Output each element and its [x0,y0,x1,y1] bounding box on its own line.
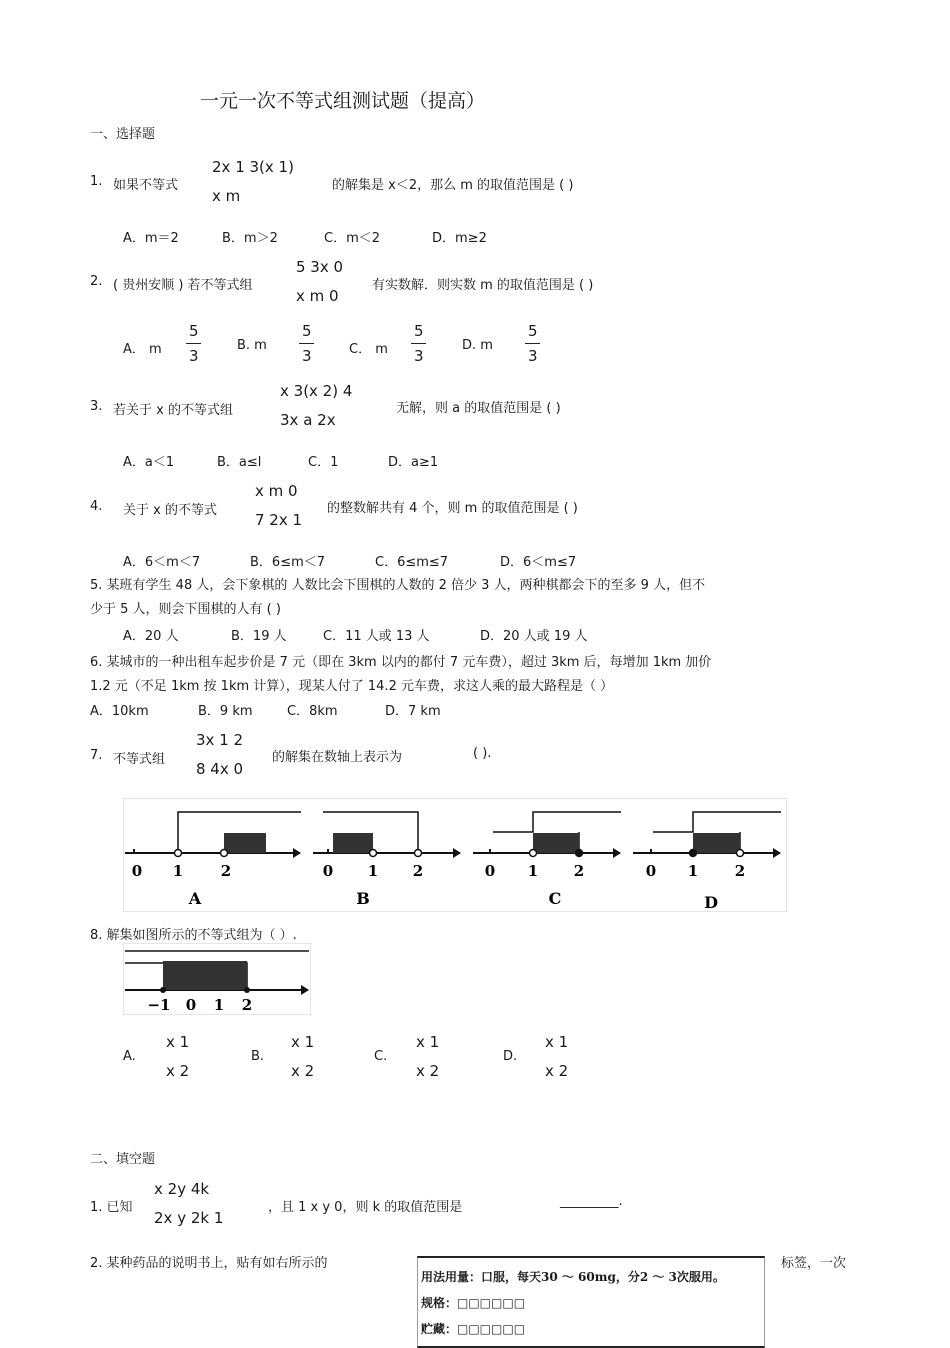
tick-label: 0 [185,996,197,1014]
option-b: B．19 人 [231,629,287,644]
question-text: 不等式组 [113,752,166,767]
tick-label: 1 [687,862,699,880]
fraction-numerator: 5 [528,322,538,340]
label-dosage-line: 用法用量：口服，每天30 ～ 60mg，分2 ～ 3次服用。 [421,1270,725,1284]
option-a: A． m [123,342,162,357]
question-text: 的解集是 x＜2，那么 m 的取值范围是 ( ) [332,178,574,193]
open-point [175,850,182,857]
system-row-2: 2x y 2k 1 [154,1209,224,1227]
number-line-options-figure [123,798,787,912]
option-label: D [704,893,718,912]
fraction-denominator: 3 [302,347,312,365]
option-d: D. [503,1049,518,1064]
number-line-figure [123,943,311,1015]
question-text-line-1: 5. 某班有学生 48 人，会下象棋的 人数比会下围棋的人数的 2 倍少 3 人，两种棋都会下的至多 9 人，但不 [90,578,706,593]
fraction-denominator: 3 [189,347,199,365]
tick-label: 0 [322,862,334,880]
question-text: 的解集在数轴上表示为 [272,750,403,765]
tick-label: 2 [220,862,232,880]
label-storage-line: 贮藏：□□□□□□ [421,1322,526,1336]
fraction-bar [525,343,540,344]
open-point [221,850,228,857]
option-a: A．20 人 [123,629,179,644]
question-text: ，且 1 x y 0，则 k 的取值范围是 [268,1200,463,1215]
tick-label: 1 [172,862,184,880]
question-text-line-2: 少于 5 人，则会下围棋的人有 ( ) [90,602,281,617]
open-point [370,850,377,857]
system-row-1: x m 0 [255,482,298,500]
system-row-1: x 1 [416,1033,440,1051]
tick-label: 0 [645,862,657,880]
option-b: B. [251,1049,265,1064]
system-row-2: 7 2x 1 [255,511,303,529]
closed-point [160,987,166,993]
system-row-1: x 2y 4k [154,1180,210,1198]
closed-point [244,987,250,993]
question-text: 标签，一次 [781,1256,847,1271]
option-d: D．6＜m≤7 [500,555,577,570]
option-c: C．6≤m≤7 [375,555,449,570]
option-c: C．m＜2 [324,231,381,246]
closed-point [690,850,697,857]
tick-label: 2 [412,862,424,880]
option-b: B. m [237,338,267,353]
option-c: C. [374,1049,388,1064]
option-label: A [188,889,202,908]
question-text: 8. 解集如图所示的不等式组为（ ）. [90,928,297,943]
system-row-2: x 2 [166,1062,190,1080]
option-a: A. [123,1049,136,1064]
system-row-1: x 1 [545,1033,569,1051]
tick-label: −1 [147,996,171,1014]
tick-label: 0 [484,862,496,880]
question-text: 2. 某种药品的说明书上，贴有如右所示的 [90,1256,328,1271]
section-heading-choice: 一、选择题 [90,127,156,142]
system-row-2: 3x a 2x [280,411,336,429]
tick-label: 2 [241,996,253,1014]
option-b: B．a≤l [217,455,262,470]
question-number: 4. [90,499,103,514]
option-d: D．20 人或 19 人 [480,629,588,644]
question-text: 无解，则 a 的取值范围是 ( ) [396,401,561,416]
system-row-1: x 1 [291,1033,315,1051]
question-text: 有实数解．则实数 m 的取值范围是 ( ) [372,278,594,293]
shaded-region [533,833,579,853]
option-label: B [356,889,370,908]
question-text: 1. 已知 [90,1200,133,1215]
option-b: B．9 km [198,704,253,719]
fraction-bar [411,343,426,344]
question-number: 7. [90,748,103,763]
option-d: D．7 km [385,704,441,719]
system-row-2: 8 4x 0 [196,760,244,778]
answer-blank: _________. [560,1194,623,1209]
fraction-numerator: 5 [302,322,312,340]
fraction-numerator: 5 [414,322,424,340]
system-row-1: 5 3x 0 [296,258,344,276]
tick-label: 1 [213,996,225,1014]
shaded-region [333,833,373,853]
system-row-2: x 2 [416,1062,440,1080]
question-text-line-1: 6. 某城市的一种出租车起步价是 7 元（即在 3km 以内的都付 7 元车费），超过 3km 后，每增加 1km 加价 [90,655,712,670]
question-text: ( 贵州安顺 ) 若不等式组 [113,278,253,293]
system-row-2: x m 0 [296,287,339,305]
tick-label: 1 [527,862,539,880]
option-d: D. m [462,338,493,353]
fraction-denominator: 3 [528,347,538,365]
option-c: C．11 人或 13 人 [323,629,430,644]
option-d: D．m≥2 [432,231,487,246]
fraction-bar [186,343,201,344]
tick-label: 1 [367,862,379,880]
shaded-region [224,833,266,853]
system-row-1: 3x 1 2 [196,731,244,749]
option-label: C [548,889,562,908]
question-number: 1. [90,174,103,189]
option-d: D．a≥1 [388,455,439,470]
medicine-label-image [417,1256,765,1348]
tick-label: 0 [131,862,143,880]
answer-parentheses: ( ). [473,746,492,761]
label-spec-line: 规格：□□□□□□ [421,1296,526,1310]
open-point [415,850,422,857]
question-number: 2. [90,274,103,289]
option-c: C． m [349,342,388,357]
question-text: 若关于 x 的不等式组 [113,403,233,418]
question-number: 3. [90,399,103,414]
option-a: A．10km [90,704,149,719]
section-heading-fill: 二、填空题 [90,1152,156,1167]
question-text: 的整数解共有 4 个，则 m 的取值范围是 ( ) [327,501,578,516]
option-a: A．a＜1 [123,455,175,470]
system-row-2: x 2 [545,1062,569,1080]
system-row-1: x 3(x 2) 4 [280,382,353,400]
page-title: 一元一次不等式组测试题（提高） [200,90,486,112]
tick-label: 2 [734,862,746,880]
fraction-bar [299,343,314,344]
option-c: C．8km [287,704,338,719]
fraction-numerator: 5 [189,322,199,340]
shaded-region [163,961,247,990]
option-b: B．6≤m＜7 [250,555,326,570]
option-c: C．1 [308,455,339,470]
option-a: A．m＝2 [123,231,179,246]
system-row-2: x 2 [291,1062,315,1080]
fraction-denominator: 3 [414,347,424,365]
tick-label: 2 [573,862,585,880]
open-point [737,850,744,857]
system-row-1: 2x 1 3(x 1) [212,158,294,176]
question-text-line-2: 1.2 元（不足 1km 按 1km 计算），现某人付了 14.2 元车费，求这人乘的最大路程是（ ） [90,679,614,694]
system-row-2: x m [212,187,241,205]
question-text: 关于 x 的不等式 [123,503,217,518]
closed-point [576,850,583,857]
shaded-region [693,833,740,853]
option-a: A．6＜m＜7 [123,555,201,570]
open-point [530,850,537,857]
system-row-1: x 1 [166,1033,190,1051]
question-text: 如果不等式 [113,178,179,193]
option-b: B．m＞2 [222,231,278,246]
